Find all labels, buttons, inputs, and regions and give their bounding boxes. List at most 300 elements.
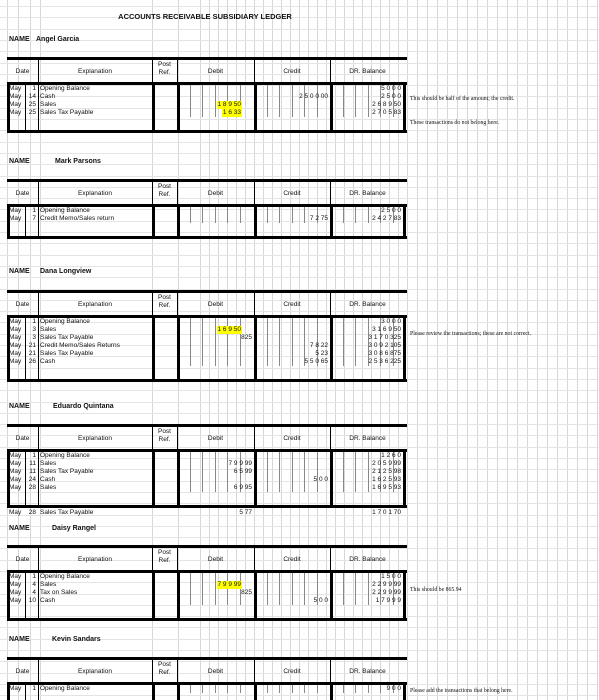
ledger-table xyxy=(7,179,407,239)
header-balance: DR. Balance xyxy=(349,435,386,442)
header-explanation: Explanation xyxy=(78,435,112,442)
column-border xyxy=(152,315,155,382)
entry-explanation: Cash xyxy=(40,597,56,604)
entry-month: May xyxy=(9,685,22,692)
digit-divider xyxy=(304,85,305,117)
column-divider xyxy=(254,293,255,315)
entry-explanation: Opening Balance xyxy=(40,85,90,92)
column-border xyxy=(177,204,180,239)
entry-day: 4 xyxy=(32,589,36,596)
digit-divider xyxy=(267,452,268,492)
entry-explanation: Cash xyxy=(40,358,56,365)
column-border xyxy=(38,315,39,382)
grid-column-line xyxy=(487,0,488,700)
entry-day: 28 xyxy=(28,509,36,516)
header-credit: Credit xyxy=(283,556,301,563)
column-divider xyxy=(177,293,178,315)
grid-row-line xyxy=(0,40,599,41)
entry-credit: 5 0 0 xyxy=(313,476,328,483)
column-divider xyxy=(330,293,331,315)
header-credit: Credit xyxy=(283,435,301,442)
entry-credit: 2 5 0 0 00 xyxy=(299,93,328,100)
column-border xyxy=(152,82,155,133)
digit-divider xyxy=(202,207,203,223)
entry-credit: 7 2 75 xyxy=(309,215,328,222)
digit-divider xyxy=(279,85,280,117)
entry-month: May xyxy=(9,484,22,491)
entry-day: 3 xyxy=(32,334,36,341)
entry-balance: 2 5 0 0 xyxy=(381,93,401,100)
customer-name-label: NAME xyxy=(9,403,30,410)
column-divider xyxy=(330,660,331,682)
entry-day: 26 xyxy=(28,358,36,365)
entry-month: May xyxy=(9,342,22,349)
entry-explanation: Opening Balance xyxy=(40,685,90,692)
entry-explanation: Sales Tax Payable xyxy=(40,468,94,475)
header-date: Date xyxy=(15,190,30,197)
entry-balance: 2 2 9 9 99 xyxy=(372,589,401,596)
entry-explanation: Sales xyxy=(40,101,57,108)
grid-row-line xyxy=(0,142,599,143)
column-border xyxy=(38,82,39,133)
column-divider xyxy=(177,548,178,570)
header-post-ref: Post xyxy=(157,183,171,190)
grid-column-line xyxy=(537,0,538,700)
column-border xyxy=(38,682,39,700)
entry-balance: 2 7 0 5 83 xyxy=(372,109,401,116)
entry-balance: 2 6 8 9 50 xyxy=(372,101,401,108)
digit-divider xyxy=(279,452,280,492)
column-border xyxy=(152,682,155,700)
customer-name-label: NAME xyxy=(9,636,30,643)
grid-row-line xyxy=(0,390,599,391)
digit-divider xyxy=(215,318,216,366)
digit-divider xyxy=(317,452,318,492)
entry-balance: 1 7 9 9 9 xyxy=(375,597,401,604)
ledger-table xyxy=(7,424,407,516)
grid-row-line xyxy=(0,277,599,278)
entry-explanation: Sales Tax Payable xyxy=(40,350,94,357)
digit-divider xyxy=(202,318,203,366)
entry-month: May xyxy=(9,326,22,333)
entry-month: May xyxy=(9,85,22,92)
entry-credit: 5 0 0 xyxy=(313,597,328,604)
grid-column-line xyxy=(467,0,468,700)
page-title: ACCOUNTS RECEIVABLE SUBSIDIARY LEDGER xyxy=(118,12,292,21)
grid-row-line xyxy=(0,537,599,538)
column-border xyxy=(152,570,155,621)
entry-balance: 9 0 0 xyxy=(386,685,401,692)
column-divider xyxy=(330,427,331,449)
header-credit: Credit xyxy=(283,301,301,308)
entry-day: 14 xyxy=(28,93,36,100)
header-balance: DR. Balance xyxy=(349,190,386,197)
header-explanation: Explanation xyxy=(78,301,112,308)
entry-day: 7 xyxy=(32,215,36,222)
grid-row-line xyxy=(0,413,599,414)
entry-month: May xyxy=(9,93,22,100)
entry-explanation: Sales Tax Payable xyxy=(40,334,94,341)
column-divider xyxy=(330,182,331,204)
header-debit: Debit xyxy=(207,668,224,675)
header-balance: DR. Balance xyxy=(349,668,386,675)
table-top-border xyxy=(7,290,407,293)
annotation-note: This should be 865.94 xyxy=(410,587,462,593)
entry-day: 1 xyxy=(32,85,36,92)
column-divider xyxy=(330,548,331,570)
entry-day: 11 xyxy=(29,460,36,467)
grid-row-line xyxy=(0,243,599,244)
header-debit: Debit xyxy=(207,301,224,308)
entry-month: May xyxy=(9,460,22,467)
entry-day: 28 xyxy=(28,484,36,491)
annotation-note: Please review the transactions; these are not correct. xyxy=(410,331,532,337)
column-divider xyxy=(254,548,255,570)
column-divider xyxy=(152,293,153,315)
entry-balance: 3 0 8 6 875 xyxy=(368,350,401,357)
entry-balance: 1 7 0 1 70 xyxy=(372,509,401,516)
header-post-ref: Ref. xyxy=(158,191,171,198)
header-post-ref: Ref. xyxy=(158,557,171,564)
digit-divider xyxy=(202,85,203,117)
digit-divider xyxy=(190,85,191,117)
entry-balance: 3 0 9 2 105 xyxy=(368,342,401,349)
column-border xyxy=(403,204,406,239)
entry-explanation: Opening Balance xyxy=(40,573,90,580)
column-border xyxy=(254,82,257,133)
entry-month: May xyxy=(9,358,22,365)
entry-debit: 1 6 9 50 xyxy=(217,326,241,333)
column-divider xyxy=(38,182,39,204)
entry-debit: 1 6 33 xyxy=(222,109,241,116)
entry-day: 3 xyxy=(32,326,36,333)
header-post-ref: Post xyxy=(157,549,171,556)
entry-balance: 2 0 5 9 99 xyxy=(372,460,401,467)
entry-explanation: Tax on Sales xyxy=(40,589,78,596)
table-bottom-border xyxy=(7,236,407,239)
entry-balance: 3 1 6 9 50 xyxy=(372,326,401,333)
grid-column-line xyxy=(477,0,478,700)
grid-column-line xyxy=(527,0,528,700)
column-border xyxy=(38,570,39,621)
entry-month: May xyxy=(9,597,22,604)
entry-day: 21 xyxy=(28,342,36,349)
entry-month: May xyxy=(9,468,22,475)
annotation-note: This should be half of the amount; the credit. xyxy=(410,96,515,102)
entry-day: 25 xyxy=(28,109,36,116)
digit-divider xyxy=(240,685,241,693)
entry-day: 10 xyxy=(28,597,36,604)
entry-credit: 5 5 0 65 xyxy=(304,358,328,365)
grid-row-line xyxy=(0,627,599,628)
grid-row-line xyxy=(0,51,599,52)
header-post-ref: Post xyxy=(157,61,171,68)
grid-row-line xyxy=(0,650,599,651)
digit-divider xyxy=(190,318,191,366)
column-border xyxy=(177,82,180,133)
entry-month: May xyxy=(9,476,22,483)
column-divider xyxy=(152,427,153,449)
entry-day: 21 xyxy=(28,350,36,357)
header-date: Date xyxy=(15,68,30,75)
header-date: Date xyxy=(15,668,30,675)
digit-divider xyxy=(267,85,268,117)
column-border xyxy=(177,449,180,508)
entry-explanation: Opening Balance xyxy=(40,318,90,325)
header-debit: Debit xyxy=(207,435,224,442)
header-balance: DR. Balance xyxy=(349,301,386,308)
grid-column-line xyxy=(407,0,408,700)
column-divider xyxy=(177,660,178,682)
digit-divider xyxy=(292,452,293,492)
column-border xyxy=(254,682,257,700)
customer-name: Dana Longview xyxy=(40,268,92,275)
grid-column-line xyxy=(597,0,598,700)
entry-day: 25 xyxy=(28,101,36,108)
annotation-note: These transactions do not belong here. xyxy=(410,120,500,126)
digit-divider xyxy=(304,685,305,693)
column-divider xyxy=(152,660,153,682)
digit-divider xyxy=(215,685,216,693)
column-border xyxy=(403,449,406,508)
digit-divider xyxy=(227,685,228,693)
grid-column-line xyxy=(507,0,508,700)
header-post-ref: Post xyxy=(157,294,171,301)
customer-name-label: NAME xyxy=(9,158,30,165)
entry-explanation: Cash xyxy=(40,93,56,100)
entry-debit: 5 77 xyxy=(239,509,252,516)
grid-column-line xyxy=(567,0,568,700)
column-border xyxy=(403,682,406,700)
header-explanation: Explanation xyxy=(78,668,112,675)
entry-explanation: Credit Memo/Sales Returns xyxy=(40,342,120,349)
table-top-border xyxy=(7,657,407,660)
column-divider xyxy=(254,427,255,449)
header-date: Date xyxy=(15,435,30,442)
entry-debit: 7 9 9 99 xyxy=(228,460,252,467)
column-border xyxy=(254,570,257,621)
header-post-ref: Post xyxy=(157,428,171,435)
ledger-table xyxy=(7,290,407,382)
entry-balance: 2 1 2 5 98 xyxy=(372,468,401,475)
digit-divider xyxy=(292,685,293,693)
digit-divider xyxy=(317,85,318,117)
column-border xyxy=(38,449,39,508)
column-divider xyxy=(330,60,331,82)
table-bottom-border xyxy=(7,618,407,621)
column-divider xyxy=(177,60,178,82)
table-bottom-border xyxy=(7,130,407,133)
entry-day: 1 xyxy=(32,207,36,214)
annotation-note: Please add the transactions that belong here. xyxy=(410,688,513,694)
entry-month: May xyxy=(9,101,22,108)
customer-name: Mark Parsons xyxy=(55,158,101,165)
grid-column-line xyxy=(517,0,518,700)
customer-name: Eduardo Quintana xyxy=(53,403,114,410)
ledger-table xyxy=(7,57,407,133)
header-post-ref: Ref. xyxy=(158,69,171,76)
entry-month: May xyxy=(9,589,22,596)
header-credit: Credit xyxy=(283,190,301,197)
customer-name: Kevin Sandars xyxy=(52,636,101,643)
column-divider xyxy=(38,548,39,570)
entry-explanation: Opening Balance xyxy=(40,452,90,459)
header-debit: Debit xyxy=(207,556,224,563)
entry-month: May xyxy=(9,573,22,580)
entry-balance: 1 6 2 5 93 xyxy=(372,476,401,483)
entry-explanation: Sales Tax Payable xyxy=(40,109,94,116)
entry-month: May xyxy=(9,334,22,341)
digit-divider xyxy=(240,207,241,223)
entry-explanation: Cash xyxy=(40,476,56,483)
column-divider xyxy=(254,660,255,682)
entry-month: May xyxy=(9,452,22,459)
header-debit: Debit xyxy=(207,68,224,75)
entry-day: 1 xyxy=(32,573,36,580)
column-divider xyxy=(152,548,153,570)
entry-day: 24 xyxy=(28,476,36,483)
entry-explanation: Sales xyxy=(40,460,57,467)
entry-debit: 6 5 99 xyxy=(233,468,252,475)
grid-column-line xyxy=(547,0,548,700)
grid-column-line xyxy=(497,0,498,700)
column-divider xyxy=(38,660,39,682)
customer-name-label: NAME xyxy=(9,268,30,275)
grid-row-line xyxy=(0,6,599,7)
column-border xyxy=(38,204,39,239)
header-post-ref: Ref. xyxy=(158,669,171,676)
customer-name: Angel Garcia xyxy=(36,36,80,43)
entry-day: 11 xyxy=(29,468,36,475)
digit-divider xyxy=(215,85,216,117)
entry-balance: 3 0 0 0 xyxy=(381,318,401,325)
entry-day: 1 xyxy=(32,318,36,325)
table-bottom-border xyxy=(7,379,407,382)
grid-row-line xyxy=(0,176,599,177)
header-post-ref: Post xyxy=(157,661,171,668)
entry-month: May xyxy=(9,581,22,588)
grid-column-line xyxy=(417,0,418,700)
header-balance: DR. Balance xyxy=(349,556,386,563)
customer-name-label: NAME xyxy=(9,36,30,43)
header-balance: DR. Balance xyxy=(349,68,386,75)
entry-debit: 1 8 9 50 xyxy=(217,101,241,108)
header-explanation: Explanation xyxy=(78,68,112,75)
entry-day: 1 xyxy=(32,452,36,459)
digit-divider xyxy=(267,685,268,693)
grid-column-line xyxy=(427,0,428,700)
entry-balance: 1 6 9 5 93 xyxy=(372,484,401,491)
grid-column-line xyxy=(577,0,578,700)
entry-explanation: Sales xyxy=(40,484,57,491)
column-border xyxy=(177,682,180,700)
entry-credit: 5 23 xyxy=(315,350,328,357)
grid-column-line xyxy=(437,0,438,700)
digit-divider xyxy=(190,207,191,223)
entry-balance: 1 5 0 0 xyxy=(381,573,401,580)
digit-divider xyxy=(304,452,305,492)
header-post-ref: Ref. xyxy=(158,436,171,443)
ledger-table xyxy=(7,545,407,621)
column-border xyxy=(403,315,406,382)
digit-divider xyxy=(202,685,203,693)
column-divider xyxy=(38,427,39,449)
grid-column-line xyxy=(557,0,558,700)
customer-name: Daisy Rangel xyxy=(52,525,96,532)
column-border xyxy=(177,315,180,382)
header-post-ref: Ref. xyxy=(158,302,171,309)
column-border xyxy=(152,449,155,508)
header-date: Date xyxy=(15,556,30,563)
table-top-border xyxy=(7,57,407,60)
entry-explanation: Sales xyxy=(40,326,57,333)
entry-month: May xyxy=(9,215,22,222)
grid-column-line xyxy=(587,0,588,700)
column-divider xyxy=(177,427,178,449)
digit-divider xyxy=(227,207,228,223)
grid-row-line xyxy=(0,29,599,30)
entry-balance: 2 5 3 6 225 xyxy=(368,358,401,365)
digit-divider xyxy=(279,685,280,693)
header-credit: Credit xyxy=(283,668,301,675)
column-divider xyxy=(38,60,39,82)
grid-row-line xyxy=(0,266,599,267)
column-divider xyxy=(254,60,255,82)
entry-explanation: Credit Memo/Sales return xyxy=(40,215,115,222)
column-border xyxy=(152,204,155,239)
digit-divider xyxy=(317,685,318,693)
entry-balance: 1 2 6 0 xyxy=(381,452,401,459)
digit-divider xyxy=(292,85,293,117)
ledger-table xyxy=(7,657,407,700)
entry-month: May xyxy=(9,109,22,116)
digit-divider xyxy=(190,685,191,693)
entry-explanation: Sales Tax Payable xyxy=(40,509,94,516)
table-top-border xyxy=(7,545,407,548)
entry-month: May xyxy=(9,207,22,214)
column-divider xyxy=(177,182,178,204)
column-divider xyxy=(254,182,255,204)
table-top-border xyxy=(7,424,407,427)
entry-balance: 5 0 0 0 xyxy=(381,85,401,92)
column-divider xyxy=(38,293,39,315)
entry-explanation: Opening Balance xyxy=(40,207,90,214)
entry-day: 4 xyxy=(32,581,36,588)
entry-balance: 2 5 0 0 xyxy=(381,207,401,214)
header-credit: Credit xyxy=(283,68,301,75)
entry-debit: 825 xyxy=(241,334,252,341)
entry-balance: 2 2 9 9 99 xyxy=(372,581,401,588)
digit-divider xyxy=(215,207,216,223)
entry-month: May xyxy=(9,318,22,325)
column-border xyxy=(403,570,406,621)
header-explanation: Explanation xyxy=(78,190,112,197)
header-debit: Debit xyxy=(207,190,224,197)
grid-row-line xyxy=(0,255,599,256)
column-divider xyxy=(152,60,153,82)
grid-row-line xyxy=(0,153,599,154)
entry-debit: 825 xyxy=(241,589,252,596)
header-explanation: Explanation xyxy=(78,556,112,563)
entry-month: May xyxy=(9,509,22,516)
grid-column-line xyxy=(447,0,448,700)
entry-month: May xyxy=(9,350,22,357)
entry-day: 1 xyxy=(32,685,36,692)
column-border xyxy=(403,82,406,133)
customer-name-label: NAME xyxy=(9,525,30,532)
entry-credit: 7 8 22 xyxy=(309,342,328,349)
entry-debit: 7 9 9 99 xyxy=(217,581,241,588)
